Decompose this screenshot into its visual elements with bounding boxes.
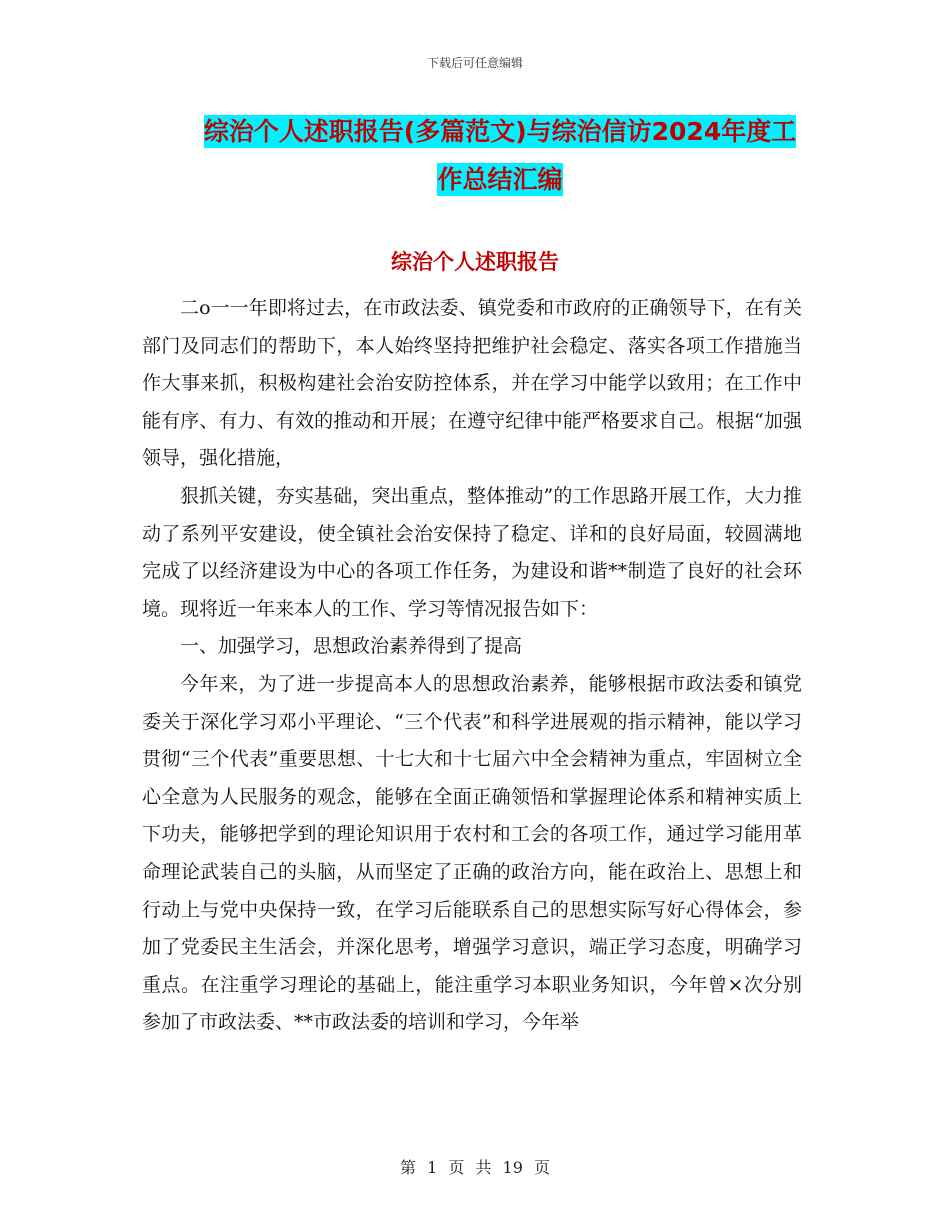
title-line-2: 作总结汇编: [437, 165, 563, 194]
section-title: 综治个人述职报告: [391, 250, 559, 274]
body-text: [142, 290, 802, 1042]
header-note: 下载后可任意编辑: [426, 56, 523, 70]
title-line-1: 综治个人述职报告(多篇范文)与综治信访2024年度工: [203, 117, 797, 146]
paragraph-heading-1: 一、加强学习，思想政治素养得到了提高: [180, 635, 523, 658]
paragraph-1: 二o一一年即将过去，在市政法委、镇党委和市政府的正确领导下，在有关部门及同志们的帮助下，本人始终坚持把维护社会稳定、落实各项工作措施当作大事来抓，积极构建社会治安防控体系，并在学习中能学以致用；在工作中能有序、有力、有效的推动和开展；在遵守纪律中能严格要求自己。根据“加强领导，强化措施，: [142, 297, 802, 470]
document-title: [150, 108, 850, 204]
page-number-footer: 第 1 页 共 19 页: [400, 1158, 550, 1177]
paragraph-3: 今年来，为了进一步提高本人的思想政治素养，能够根据市政法委和镇党委关于深化学习邓小平理论、“三个代表”和科学进展观的指示精神，能以学习贯彻“三个代表”重要思想、十七大和十七届六中全会精神为重点，牢固树立全心全意为人民服务的观念，能够在全面正确领悟和掌握理论体系和精神实质上下功夫，能够把学到的理论知识用于农村和工会的各项工作，通过学习能用革命理论武装自己的头脑，从而坚定了正确的政治方向，能在政治上、思想上和行动上与党中央保持一致，在学习后能联系自己的思想实际写好心得体会，参加了党委民主生活会，并深化思考，增强学习意识，端正学习态度，明确学习重点。在注重学习理论的基础上，能注重学习本职业务知识，今年曾×次分别参加了市政法委、**市政法委的培训和学习，今年举: [142, 672, 802, 1034]
paragraph-2: 狠抓关键，夯实基础，突出重点，整体推动”的工作思路开展工作，大力推动了系列平安建设，使全镇社会治安保持了稳定、详和的良好局面，较圆满地完成了以经济建设为中心的各项工作任务，为建设和谐**制造了良好的社会环境。现将近一年来本人的工作、学习等情况报告如下：: [142, 484, 802, 620]
